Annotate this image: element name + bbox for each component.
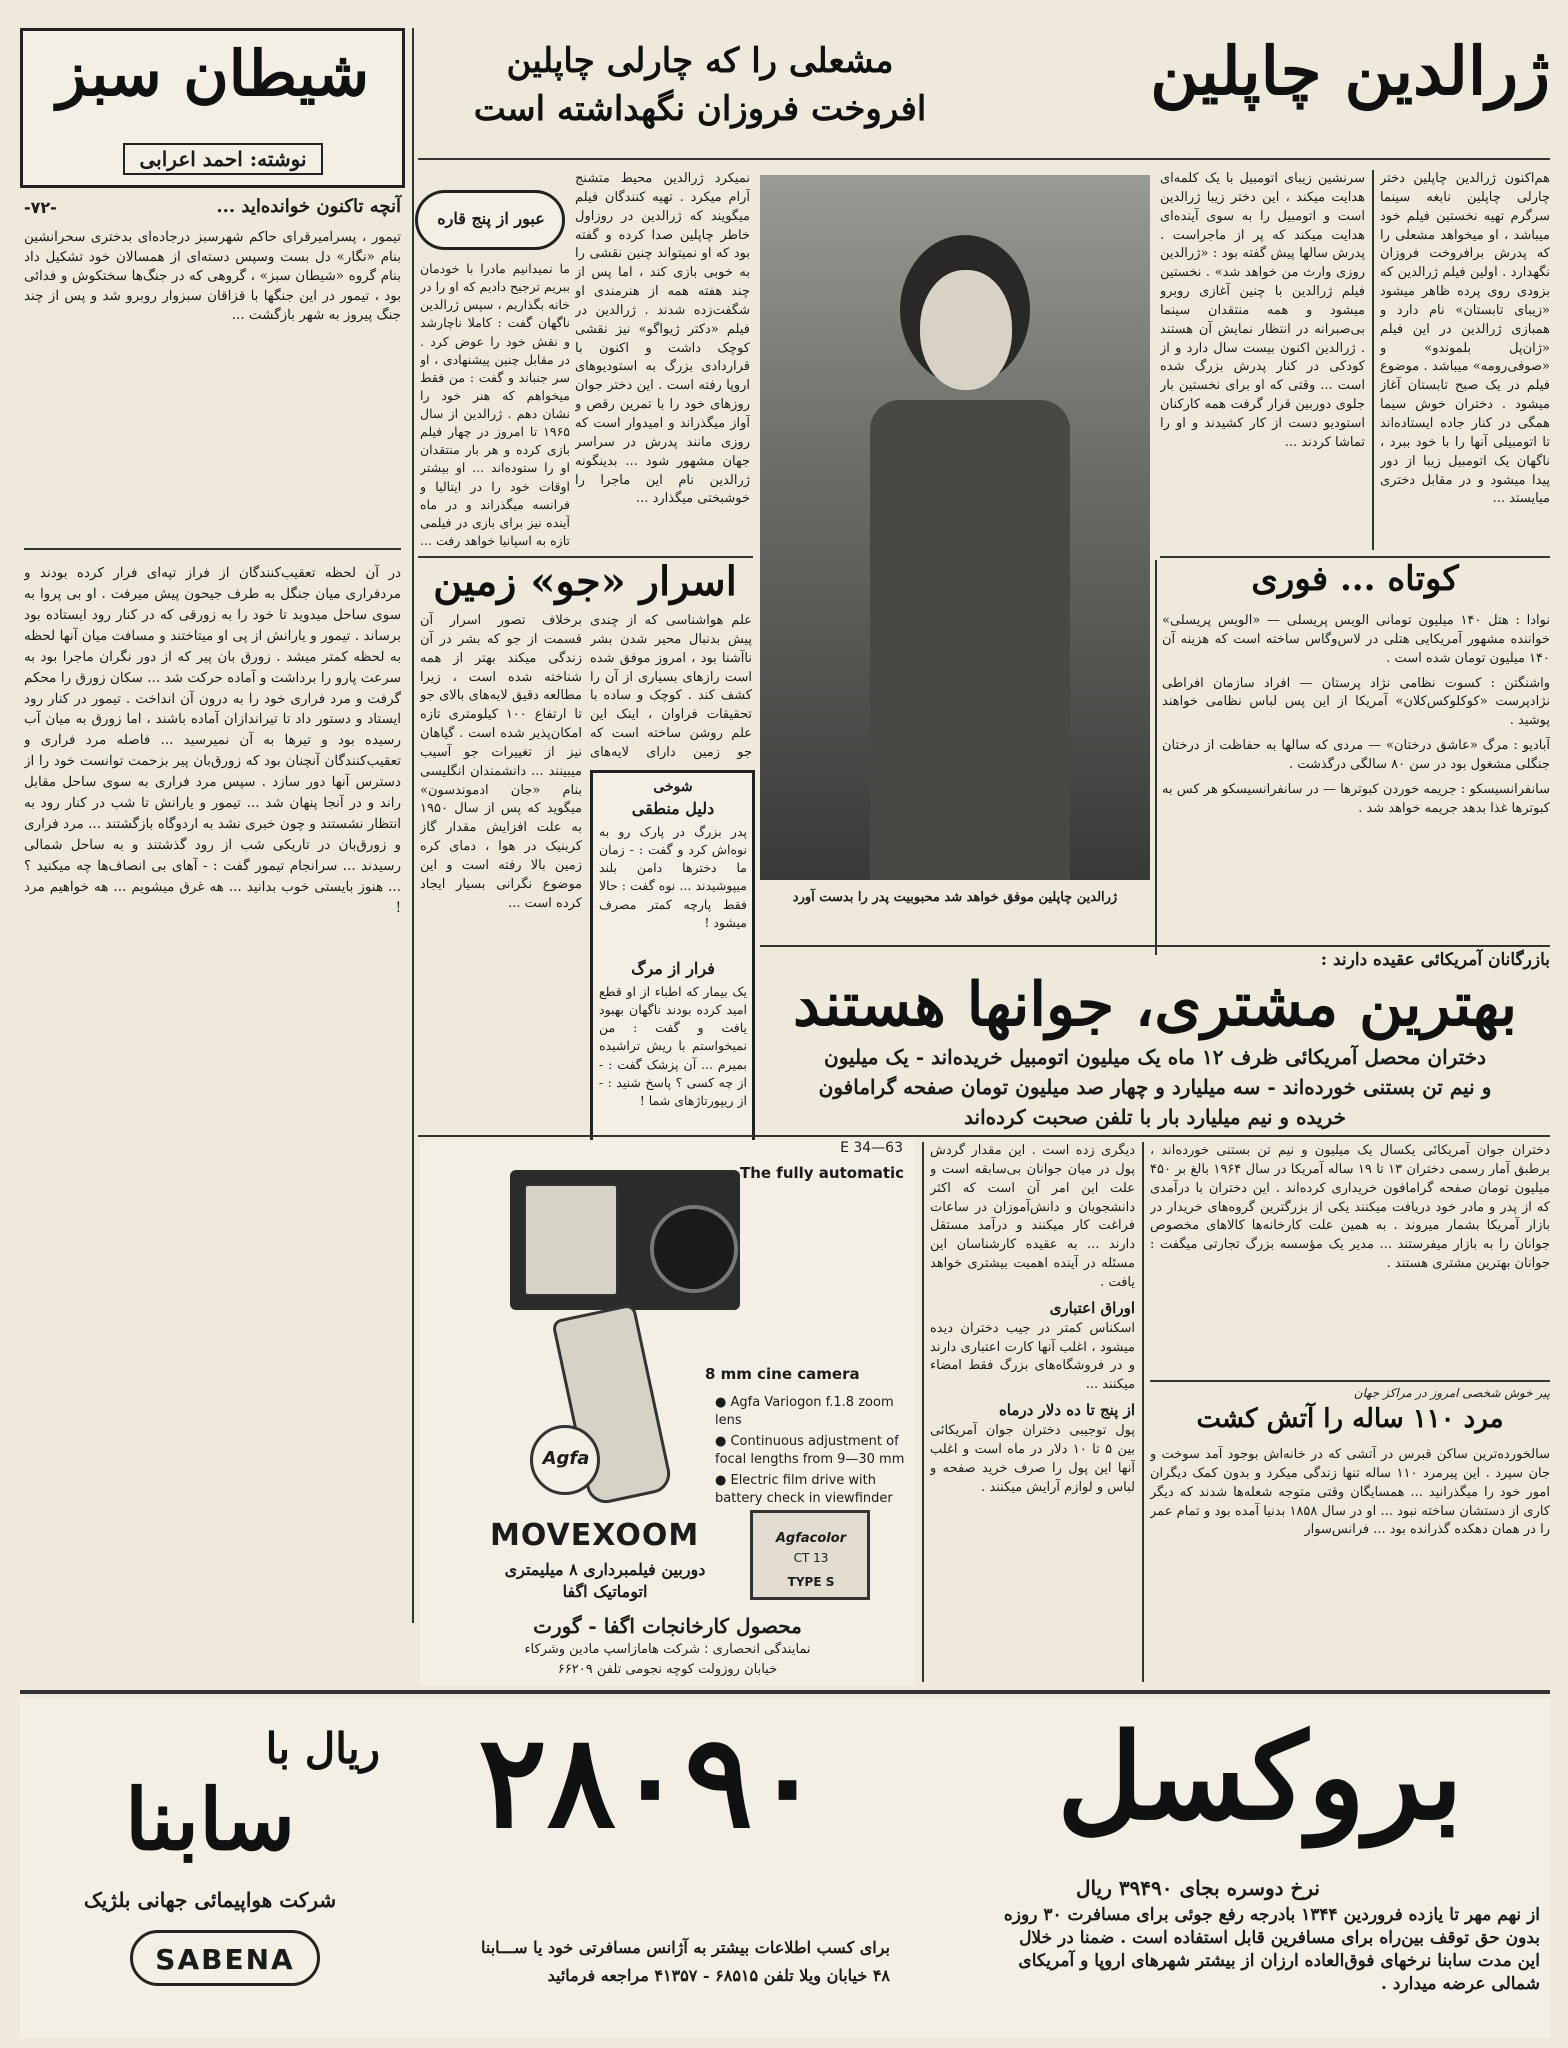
ad-feature-text: Electric film drive with battery check in viewfinder xyxy=(715,1473,893,1506)
main-article-col4 xyxy=(420,260,570,550)
film-box-icon xyxy=(750,1510,870,1600)
fire-kicker: پیر خوش شخصی امروز در مراکز جهان xyxy=(1353,1386,1550,1400)
short-news-item: واشنگتن : کسوت نظامی نژاد پرستان — افراد سازمان افراطی نژادپرست «کوکلوکس‌کلان» آمریکا از این پس لباس نظامی خواهند پوشید . xyxy=(1162,675,1550,729)
badge-text: عبور از پنج قاره xyxy=(437,209,545,228)
divider xyxy=(24,548,401,550)
episode-number: -۷۲- xyxy=(24,198,57,217)
recap-paragraph: تیمور ، پسرامیرقرای حاکم شهرسبز درجاده‌ای بدختری سحرانشین بنام «نگار» دل بست وسپس دسته‌ای از همسالان خود تشکیل داد بنام گروه «شیطان سبز» ، گروهی که در جنگ‌ها سختکوش و فدائی بود ، تیمور در این جنگها با قزاقان سبزوار روبرو شد و پس از چند جنگ پیروز به شهر بازگشت ... xyxy=(24,229,401,324)
serial-column xyxy=(20,28,405,1378)
main-article-col2 xyxy=(1160,170,1365,550)
camera-side-panel xyxy=(524,1184,618,1296)
humor-subheading-2: فرار از مرگ xyxy=(631,959,715,978)
economy-text: دیگری زده است . این مقدار گردش پول در میان جوانان بی‌سابقه است و علت این امر آن است که اکثر دانشجویان و دانش‌آموزان در ساعات فراغت کار میکنند و درآمد مستقل دارند ... به عقیده کارشناسان این مسئله در آینده اهمیت بیشتری خواهد یافت . xyxy=(930,1143,1135,1290)
masthead xyxy=(420,30,1550,150)
ad-tagline-1: دوربین فیلمبرداری ۸ میلیمتری xyxy=(504,1560,706,1579)
weather-col2 xyxy=(420,612,582,1182)
headline-title: ژرالدین چاپلین xyxy=(1150,32,1550,110)
ad-feature: ● Agfa Variogon f.1.8 zoom lens xyxy=(715,1395,894,1428)
main-article-text: هم‌اکنون ژرالدین چاپلین دختر چارلی چاپلین نابغه سینما سرگرم تهیه نخستین فیلم خود میباشد ، او میخواهد مشعلی را که پدرش برافروخت فروزان نگهدارد . اولین فیلم ژرالدین که بزودی روی پرده ظاهر میشود «زیبای تابستان» نام دارد و همبازی ژرالدین در این فیلم «ژان‌پل بلموندو» و «صوفی‌رومه» میباشد . موضوع فیلم در یک صبح تابستان آغاز میشود . دختران خوش سیما همگی در کنار جاده ایستاده‌اند تا اتومبیلی آنها را با خود ببرد ، ناگهان یک اتومبیل زیبا از دور پیدا میشود و در مقابل دختری میایستد ... xyxy=(1380,171,1550,507)
serial-body xyxy=(24,563,401,1663)
agfa-logo-icon xyxy=(530,1425,600,1495)
ad-product-type: 8 mm cine camera xyxy=(705,1365,860,1383)
serial-paragraph: در آن لحظه تعقیب‌کنندگان از فراز تپه‌ای فرار کرده بودند و مردفراری میان جنگل به طرف جیحون پیش میرفت . او بی پروا به سوی ساحل میدوید تا خود را به زورقی که در کنار رود ایستاده بود برساند . تیمور و یارانش از پی او میتاختند و مسافت میان آنها لحظه به لحظه کمتر میشد . زورق بان پیر که از دور نگران ماجرا بود به سرعت پارو را برداشت و آماده حرکت شد ... سکان زورق را محکم گرفت و مرد فراری خود را به درون آن انداخت . تیمور در کنار رود ایستاد و دستور داد تا تیراندازان آماده باشند ، اما زورق به میان آب رسیده بود و تیرها به آن نمیرسید ... فاصله مرد فراری و تعقیب‌کنندگان آنچنان بود که زورق‌بان پیر بزحمت توانست خود را از دسترس آنها دور سازد . سپس مرد فراری به سوی ساحل مقابل راند و در آنجا پنهان شد ... تیمور و یارانش تا شب در کنار رود به انتظار نشستند و چون خبری نشد به اردوگاه بازگشتند ... مرد فراری و زورق‌بان در تاریکی شب از رود گذشتند و به ساحل شمالی رسیدند ... سرانجام تیمور گفت : - آهای بی انصاف‌ها چه میکنید ؟ ... هنوز بایستی خوب بدانید ... هه غرق میشویم ... هه خواهیم مرد ! xyxy=(24,565,401,916)
sabena-airline-fa: سابنا xyxy=(124,1770,296,1869)
economy-title: بهترین مشتری، جوانها هستند xyxy=(792,970,1518,1040)
humor-paragraph: پدر بزرگ در پارک رو به نوه‌اش کرد و گفت : - زمان ما دخترها دامن بلند میپوشیدند ... نوه گفت : حالا فقط پارچه کمتر مصرف میشود ! xyxy=(599,824,747,930)
short-news-list xyxy=(1162,612,1550,947)
ad-feature-text: Continuous adjustment of focal lengths from 9—30 mm xyxy=(715,1434,905,1467)
divider xyxy=(1372,170,1374,550)
sabena-contact-2: ۴۸ خیابان ویلا تلفن ۶۸۵۱۵ - ۴۱۳۵۷ مراجعه فرمائید xyxy=(547,1966,890,1985)
sabena-body-line: این مدت سابنا نرخهای فوق‌العاده ارزان از بیشتر شهرهای اروپا و آمریکای xyxy=(1018,1950,1540,1971)
economy-col1 xyxy=(1150,1142,1550,1374)
headline-subtitle-1: مشعلی را که چارلی چاپلین xyxy=(506,41,894,81)
camera-lens-icon xyxy=(650,1205,738,1293)
economy-kicker: بازرگانان آمریکائی عقیده دارند : xyxy=(1320,950,1550,970)
sabena-logo-text: SABENA xyxy=(155,1943,295,1976)
camera-icon xyxy=(510,1170,740,1310)
sabena-ad xyxy=(20,1698,1550,2038)
serial-title: شیطان سبز xyxy=(56,37,370,110)
film-box-code: CT 13 xyxy=(793,1551,829,1565)
weather-text: برخلاف تصور اسرار آن قسمت از جو که بشر در آن زندگی میکند بهتر از همه شناخته شده است ، زیرا مطالعه دقیق لایه‌های بالای جو تا ارتفاع ۱۰۰ کیلومتری تازه امکان‌پذیر شده است . گیاهان نیز از تغییرات جو آسیب میبینند ... دانشمندان انگلیسی بنام «جان ادموندسون» میگوید که پس از سال ۱۹۵۰ به علت افزایش مقدار گاز کربنیک در هوا ، دمای کره زمین بالا رفته است و این موضوع نگرانی بسیار ایجاد کرده است ... xyxy=(420,613,582,911)
divider xyxy=(760,945,1550,947)
divider xyxy=(418,1135,1550,1137)
sabena-fare-note: نرخ دوسره بجای ۳۹۴۹۰ ریال xyxy=(1076,1876,1320,1900)
economy-deck-2: و نیم تن بستنی خورده‌اند - سه میلیارد و چهار صد میلیون تومان صفحه گرامافون xyxy=(818,1075,1492,1099)
figure-body xyxy=(870,400,1070,880)
ad-features xyxy=(715,1394,910,1507)
sabena-logo xyxy=(130,1930,320,1986)
divider xyxy=(1160,556,1550,558)
fire-paragraph: سالخورده‌ترین ساکن قبرس در آتشی که در خانه‌اش بوجود آمد سوخت و جان سپرد . این پیرمرد ۱۱۰ ساله تنها زندگی میکرد و بدون کمک دیگران امور خود را میگذرانید ... همسایگان وقتی متوجه شعله‌ها شدند که دیگر کاری از دستشان ساخته نبود ... او در سال ۱۸۵۸ بدنیا آمده بود و تمام عمر را در همان دهکده گذرانده بود ... فرانس‌سوار xyxy=(1150,1447,1550,1538)
serial-title-box xyxy=(20,28,405,188)
short-news-title: کوتاه ... فوری xyxy=(1251,559,1459,599)
economy-deck-1: دختران محصل آمریکائی ظرف ۱۲ ماه یک میلیون اتومبیل خریده‌اند - یک میلیون xyxy=(824,1045,1486,1069)
recap-text xyxy=(24,228,401,538)
short-news-item: سانفرانسیسکو : جریمه خوردن کبوترها — در سانفرانسیسکو هر کس به کبوترها غذا بدهد جریمه خواهد شد . xyxy=(1162,781,1550,816)
five-continents-badge xyxy=(415,190,565,250)
film-box-brand: Agfacolor xyxy=(775,1531,847,1546)
ad-agent: نمایندگی انحصاری : شرکت هامازاسپ مادین وشرکاء xyxy=(524,1642,811,1657)
weather-title: اسرار «جو» زمین xyxy=(433,558,737,605)
short-news-item: آبادیو : مرگ «عاشق درختان» — مردی که سالها به حفاظت از درختان جنگلی مشغول بود در سن ۸۰ سالگی درگذشت . xyxy=(1162,738,1550,772)
divider xyxy=(1142,1142,1144,1682)
humor-box xyxy=(590,770,755,1180)
sabena-body-line: از نهم مهر تا یازده فروردین ۱۳۴۴ بادرجه رفع جوئی برای مسافرت ۳۰ روزه xyxy=(1003,1905,1540,1925)
photo-caption: ژرالدین چاپلین موفق خواهد شد محبوبیت پدر را بدست آورد xyxy=(792,890,1118,905)
ad-feature: ● Continuous adjustment of focal lengths from 9—30 mm xyxy=(715,1434,905,1467)
economy-text: پول توجیبی دختران جوان آمریکائی بین ۵ تا ۱۰ دلار در ماه است و اغلب آنها این پول را صرف خرید صفحه و لباس و لوازم آرایش میکنند . xyxy=(930,1423,1135,1495)
agfa-logo-text: Agfa xyxy=(542,1448,590,1469)
economy-text: دختران جوان آمریکائی یکسال یک میلیون و نیم تن بستنی خورده‌اند ، برطبق آمار رسمی دختران ۱۳ تا ۱۹ ساله آمریکا در سال ۱۹۶۴ بالغ بر ۴۵۰ میلیون تومان صفحه گرامافون خریداری کرده‌اند . این دختران با درآمدی که از پدر و مادر خود دریافت میکنند یکی از بزرگترین گروه‌های خریدار در بازار آمریکا بشمار میروند . به همین علت کارخانه‌ها کالاهای مخصوص جوانان را به بازار میفرستند ... مدیر یک مؤسسه بزرگ تجارتی میگفت : جوانان بهترین مشتری هستند . xyxy=(1150,1143,1550,1272)
ad-feature: ● Electric film drive with battery check in viewfinder xyxy=(715,1473,893,1506)
main-article-col3 xyxy=(575,170,750,560)
headline-subtitle-2: افروخت فروزان نگهداشته است xyxy=(473,89,927,129)
ad-headline: The fully automatic xyxy=(740,1164,905,1182)
humor-heading: شوخی xyxy=(653,779,693,795)
main-article-col1 xyxy=(1380,170,1550,550)
economy-sub2: از پنج تا ده دلار درماه xyxy=(998,1401,1135,1420)
divider xyxy=(1155,560,1157,955)
sabena-price: ۲۸۰۹۰ xyxy=(478,1707,822,1857)
ad-maker: محصول کارخانجات اگفا - گورت xyxy=(533,1614,802,1638)
sabena-contact-1: برای کسب اطلاعات بیشتر به آژانس مسافرتی خود یا ســـابنا xyxy=(481,1938,890,1957)
ad-code: E 34—63 xyxy=(840,1140,903,1156)
sabena-body xyxy=(900,1904,1540,1996)
short-news-item: نوادا : هتل ۱۴۰ میلیون تومانی الویس پریسلی — «الویس پریسلی» خواننده مشهور آمریکایی هتلی در لاس‌وگاس ساخته است که هزینه آن ۱۴۰ میلیون تومان شده است . xyxy=(1162,613,1550,666)
economy-text: اسکناس کمتر در جیب دختران دیده میشود ، اغلب آنها کارت اعتباری دارند و در فروشگاه‌های بزرگ فقط امضاء میکنند ... xyxy=(930,1320,1135,1393)
divider xyxy=(1150,1380,1550,1382)
ad-product-name: MOVEXOOM xyxy=(490,1518,700,1553)
divider xyxy=(412,28,414,1623)
sabena-destination: بروکسل xyxy=(1057,1707,1463,1846)
main-article-text: نمیکرد ژرالدین محیط متشنج آرام میکرد . تهیه کنندگان فیلم میگویند که ژرالدین در روزاول خاطر چاپلین صدا کرده و گفته بود که او نمیتواند چنین نقشی را به خوبی بازی کند ، اما پس از چند هفته همه از هنرمندی او شگفت‌زده شدند . ژرالدین در فیلم «دکتر ژیواگو» نیز نقشی کوچک داشت و اکنون با قراردادی بزرگ به استودیوهای اروپا رفته است . این دختر جوان روزهای خود را با تمرین رقص و آواز میگذراند و امیدوار است که روزی مانند پدرش در سراسر جهان مشهور شود ... بدینگونه ژرالدین نام این ماجرا را خوشبختی میگذارد ... xyxy=(575,171,750,507)
divider xyxy=(418,158,1550,160)
agfa-ad xyxy=(420,1140,915,1685)
humor-paragraph: یک بیمار که اطباء از او قطع امید کرده بودند ناگهان بهبود یافت و گفت : من نمیخواستم با ریش تراشیده بمیرم ... آن پزشک گفت : - از چه کسی ؟ پاسخ شنید : - از ریپورتاژهای شما ! xyxy=(599,984,747,1108)
serial-author: نوشته: احمد اعرابی xyxy=(123,143,323,175)
economy-deck-3: خریده و نیم میلیارد بار با تلفن صحبت کرده‌اند xyxy=(964,1105,1346,1129)
ad-feature-text: Agfa Variogon f.1.8 zoom lens xyxy=(715,1395,894,1428)
divider xyxy=(20,1690,1550,1694)
weather-text: علم هواشناسی که از چندی پیش بدنبال محیر شدن بشر ناآشنا بود ، امروز موفق شده است رازهای بسیاری از آن را کشف کند . کوچک و ساده با تحقیقات فراوان ، اینک این علم روشن ساخته است که جو زمین دارای لایه‌های xyxy=(590,613,752,760)
economy-col2 xyxy=(930,1142,1135,1682)
fire-text xyxy=(1150,1446,1550,1682)
film-box-type: TYPE S xyxy=(787,1575,835,1589)
sabena-body-line: شمالی عرضه میدارد . xyxy=(1380,1973,1540,1994)
economy-sub1: اوراق اعتباری xyxy=(1049,1298,1135,1317)
ad-tagline-2: اتوماتیک اگفا xyxy=(562,1582,648,1601)
recap-heading: آنچه تاکنون خوانده‌اید ... xyxy=(216,196,401,217)
figure-face xyxy=(920,270,1012,390)
fire-title: مرد ۱۱۰ ساله را آتش کشت xyxy=(1196,1404,1504,1434)
photo-geraldine-chaplin xyxy=(760,175,1150,880)
sabena-airline-desc: شرکت هواپیمائی جهانی بلژیک xyxy=(83,1888,337,1912)
main-article-text: ما نمیدانیم مادرا با خودمان ببریم ترجیح دادیم که او را در خانه بگذاریم ، سپس ژرالدین ناگهان گفت : کاملا ناچارشد و نقش خود را عوض کرد . در مقابل چنین پیشنهادی ، او سر جنباند و گفت : من فقط میخواهم که هنر خود را نشان دهم . ژرالدین از سال ۱۹۶۵ تا امروز در چهار فیلم بازی کرده و هر بار منتقدان او را ستوده‌اند ... او بیشتر اوقات خود را در ایتالیا و فرانسه میگذراند و در ماه آینده نیز برای بازی در فیلمی تازه به اسپانیا خواهد رفت ... xyxy=(420,261,570,548)
sabena-body-line: بدون حق توقف بین‌راه برای مسافرین قابل استفاده است . ضمنا در خلال xyxy=(1019,1927,1540,1948)
sabena-currency: ریال با xyxy=(265,1724,380,1773)
humor-text xyxy=(599,823,747,953)
ad-address: خیابان روزولت کوچه نجومی تلفن ۶۶۲۰۹ xyxy=(557,1662,778,1677)
weather-col1 xyxy=(590,612,752,762)
humor-subheading: دلیل منطقی xyxy=(631,799,715,818)
divider xyxy=(922,1142,924,1682)
main-article-text: سرنشین زیبای اتومبیل با یک کلمه‌ای هدایت میکند ، این دختر زیبا ژرالدین است و اتومبیل را به سوی آینده‌ای هدایت میکند که پر از ماجراست . پدرش سالها پیش گفته بود : «ژرالدین روزی وارث من خواهد شد» . نخستین فیلم ژرالدین با چنین آغازی روبرو میشود و همه منتقدان سینما بی‌صبرانه در انتظار نمایش آن هستند . ژرالدین اکنون بیست سال دارد و از کودکی در کنار پدرش بزرگ شده است ... وقتی که او برای نخستین بار جلوی دوربین قرار گرفت همه کارکنان استودیو دست از کار کشیدند و او را تماشا کردند ... xyxy=(1160,171,1365,450)
